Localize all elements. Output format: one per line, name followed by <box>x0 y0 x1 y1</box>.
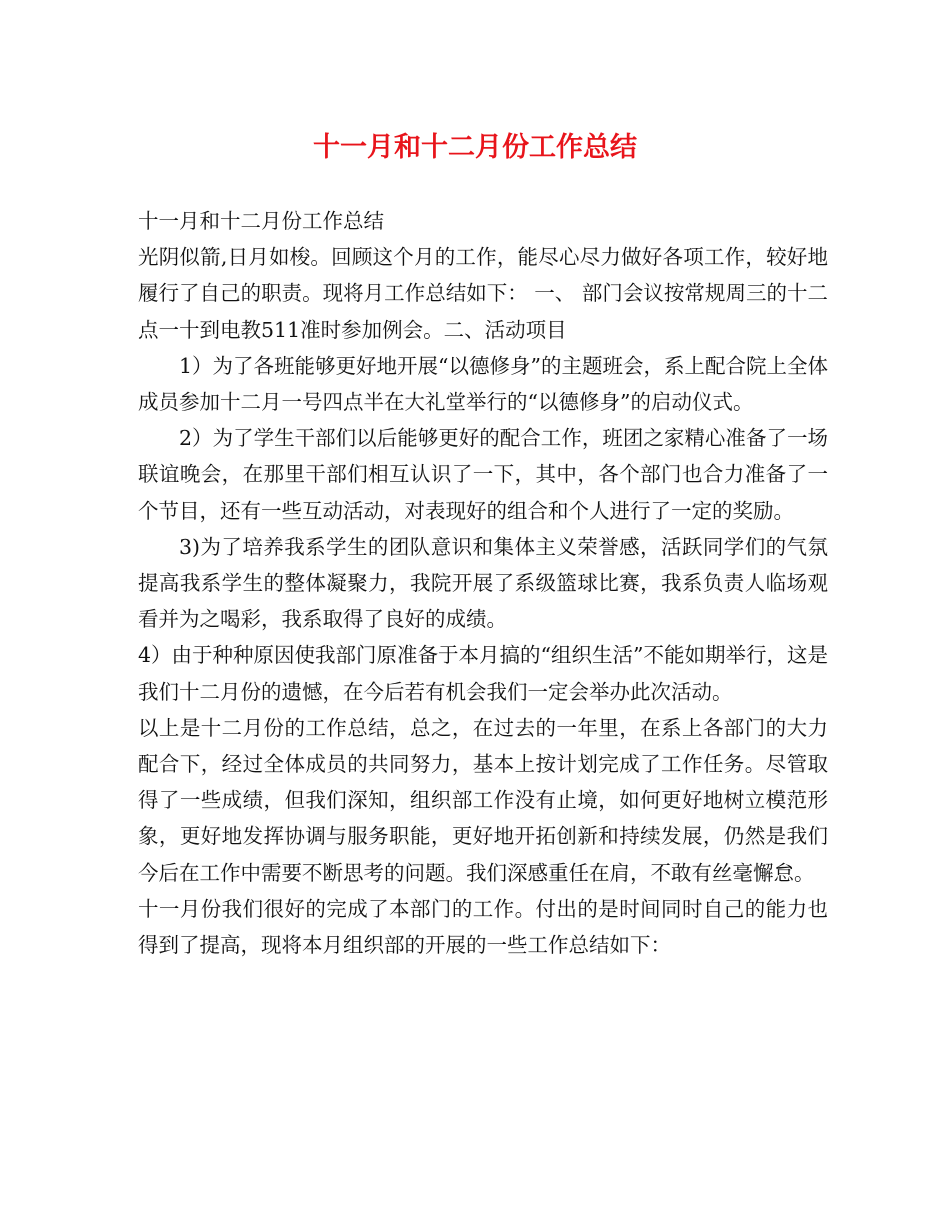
document-body <box>138 203 828 963</box>
document-title: 十一月和十二月份工作总结 <box>313 132 637 163</box>
paragraph-summary: 以上是十二月份的工作总结，总之，在过去的一年里，在系上各部门的大力配合下，经过全体成员的共同努力，基本上按计划完成了工作任务。尽管取得了一些成绩，但我们深知，组织部工作没有止境，如何更好地树立模范形象，更好地发挥协调与服务职能，更好地开拓创新和持续发展，仍然是我们今后在工作中需要不断思考的问题。我们深感重任在肩，不敢有丝毫懈怠。 <box>138 715 828 885</box>
paragraph-intro: 光阴似箭,日月如梭。回顾这个月的工作，能尽心尽力做好各项工作，较好地履行了自己的职责。现将月工作总结如下： 一、 部门会议按常规周三的十二点一十到电教511准时参加例会。二、活动项目 <box>138 245 828 342</box>
paragraph-item-4: 4）由于种种原因使我部门原准备于本月搞的“组织生活”不能如期举行，这是我们十二月份的遗憾，在今后若有机会我们一定会举办此次活动。 <box>138 643 829 704</box>
paragraph-item-2: 2）为了学生干部们以后能够更好的配合工作，班团之家精心准备了一场联谊晚会，在那里干部们相互认识了一下，其中，各个部门也合力准备了一个节目，还有一些互动活动，对表现好的组合和个人进行了一定的奖励。 <box>138 426 828 523</box>
paragraph-item-1: 1）为了各班能够更好地开展“以德修身”的主题班会，系上配合院上全体成员参加十二月一号四点半在大礼堂举行的“以德修身”的启动仪式。 <box>138 353 829 415</box>
paragraph-november: 十一月份我们很好的完成了本部门的工作。付出的是时间同时自己的能力也得到了提高，现将本月组织部的开展的一些工作总结如下： <box>138 896 828 958</box>
paragraph-heading: 十一月和十二月份工作总结 <box>138 209 384 233</box>
paragraph-item-3: 3)为了培养我系学生的团队意识和集体主义荣誉感，活跃同学们的气氛提高我系学生的整体凝聚力，我院开展了系级篮球比赛，我系负责人临场观看并为之喝彩，我系取得了良好的成绩。 <box>138 534 828 632</box>
